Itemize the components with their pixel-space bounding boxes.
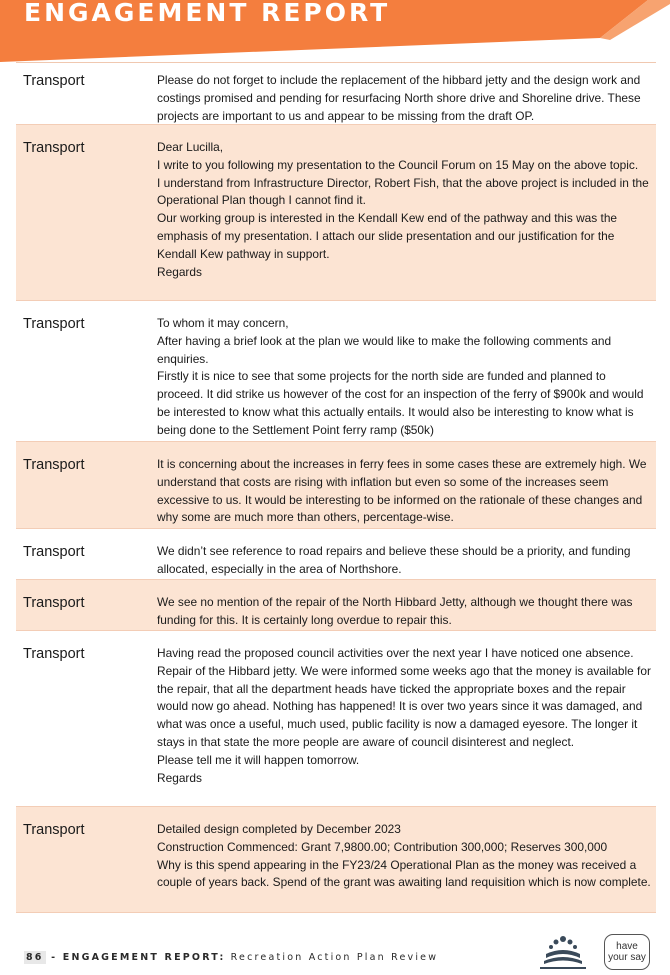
comment-line: Detailed design completed by December 2023 — [157, 822, 401, 836]
row-comment — [157, 456, 656, 527]
row-comment — [157, 645, 656, 787]
comment-line: It is concerning about the increases in ferry fees in some cases these are extremely high. We understand that costs are rising with inflation but even so some of the increases seem excessive to us. It would be interesting to be informed on the rationale of these changes and why some are much more than others, percentage-wise. — [157, 457, 647, 525]
comment-line: Regards — [157, 770, 202, 785]
page-title: ENGAGEMENT REPORT — [24, 0, 391, 27]
row-category: Transport — [23, 457, 85, 473]
comment-line: Our working group is interested in the Kendall Kew end of the pathway and this was the emphasis of my presentation. I attach our slide presentation and our justification for the Kendall Kew pathway in support. — [157, 211, 618, 261]
feedback-row — [16, 301, 656, 442]
feedback-row — [16, 631, 656, 807]
council-logo-icon — [538, 932, 588, 970]
footer-label: ENGAGEMENT REPORT: — [62, 952, 226, 963]
row-category: Transport — [23, 595, 85, 611]
feedback-row — [16, 807, 656, 913]
row-comment — [157, 594, 656, 630]
page-number: 86 — [26, 952, 44, 963]
comment-line: We see no mention of the repair of the North Hibbard Jetty, although we thought there was funding for this. It is certainly long overdue to repair this. — [157, 595, 633, 627]
row-category: Transport — [23, 544, 85, 560]
have-your-say-logo — [604, 934, 650, 970]
header-divider — [16, 62, 656, 63]
row-category: Transport — [23, 646, 85, 662]
row-category: Transport — [23, 316, 85, 332]
footer-separator: - — [45, 952, 63, 963]
feedback-row — [16, 125, 656, 301]
row-comment — [157, 72, 656, 125]
row-category: Transport — [23, 140, 85, 156]
page-footer — [24, 952, 438, 963]
row-comment — [157, 139, 656, 281]
row-category: Transport — [23, 822, 85, 838]
feedback-row — [16, 529, 656, 580]
row-comment — [157, 821, 656, 892]
comment-line: I understand from Infrastructure Director, Robert Fish, that the above project is included in the Operational Plan though I cannot find it. — [157, 175, 649, 208]
comment-line: Why is this spend appearing in the FY23/24 Operational Plan as the money was received a couple of years back. Spend of the grant was awaiting land requisition which is now complete. — [157, 857, 651, 890]
comment-line: I write to you following my presentation to the Council Forum on 15 May on the above topic. — [157, 157, 639, 172]
row-comment — [157, 543, 656, 579]
comment-line: To whom it may concern, — [157, 316, 289, 330]
footer-subtitle: Recreation Action Plan Review — [225, 952, 439, 963]
comment-line: Firstly it is nice to see that some projects for the north side are funded and planned to proceed. It did strike us however of the cost for an inspection of the ferry of $900k and would be interested to know what this actually entails. It would also be interesting to know what is being done to the Settlement Point ferry ramp ($50k) — [157, 369, 644, 437]
row-comment — [157, 315, 656, 440]
have-your-say-line1: have — [616, 941, 638, 952]
comment-line: We didn’t see reference to road repairs and believe these should be a priority, and funding allocated, especially in the area of Northshore. — [157, 544, 631, 576]
comment-line: Having read the proposed council activities over the next year I have noticed one absence. Repair of the Hibbard jetty. We were informed some weeks ago that the money is available for the repair, that all the department heads have ticked the appropriate boxes and the repair would now go ahead. Nothing has happened! It is over two years since it was damaged, and what was once a useful, much used, public facility is now a damaged eyesore. The longer it stays in that state the more people are aware of council disinterest and neglect. — [157, 646, 651, 749]
comment-line: Dear Lucilla, — [157, 140, 224, 154]
comment-line: Regards — [157, 264, 202, 279]
comment-line: Please do not forget to include the replacement of the hibbard jetty and the design work and costings promised and pending for resurfacing North shore drive and Shoreline drive. These projects are important to us and appear to be missing from the draft OP. — [157, 73, 641, 123]
council-logo-graphic — [538, 932, 588, 970]
comment-line: Construction Commenced: Grant 7,9800.00; Contribution 300,000; Reserves 300,000 — [157, 839, 608, 854]
feedback-row — [16, 442, 656, 529]
feedback-row — [16, 64, 656, 125]
comment-line: After having a brief look at the plan we would like to make the following comments and enquiries. — [157, 333, 612, 366]
comment-line: Please tell me it will happen tomorrow. — [157, 752, 360, 767]
feedback-table — [16, 64, 656, 913]
row-category: Transport — [23, 73, 85, 89]
have-your-say-line2: your say — [608, 952, 646, 963]
feedback-row — [16, 580, 656, 631]
